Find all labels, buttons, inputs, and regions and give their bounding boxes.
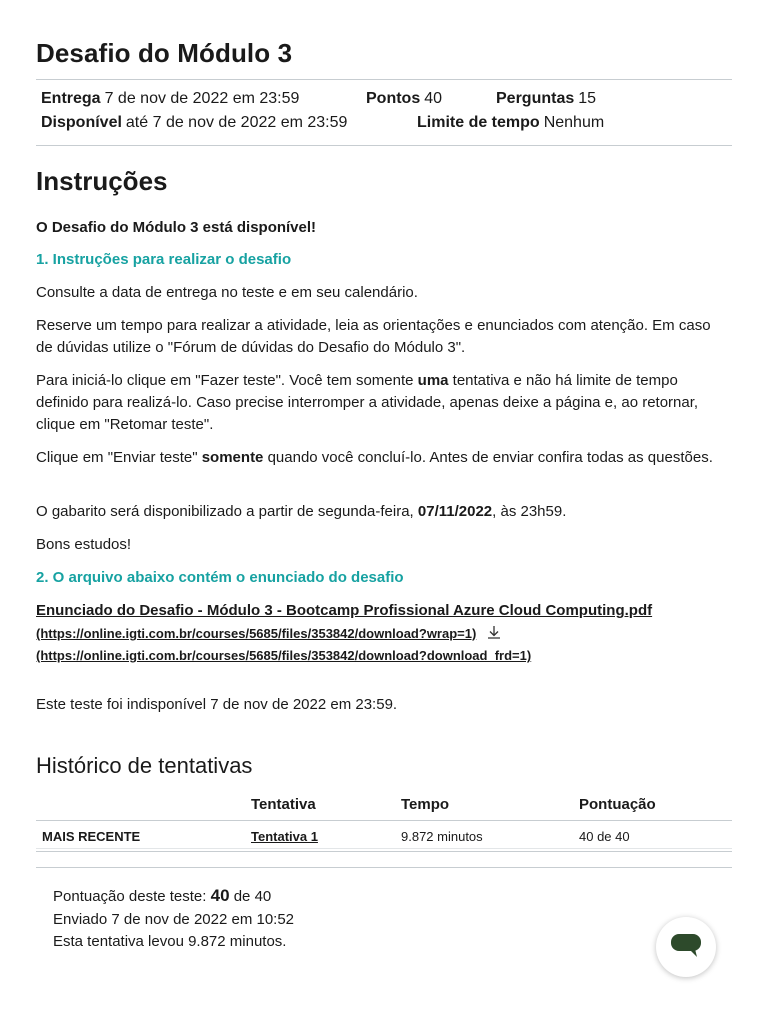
meta-points: Pontos 40 bbox=[366, 90, 443, 107]
score-value: 40 bbox=[210, 886, 230, 905]
time-cell: 9.872 minutos bbox=[400, 821, 578, 852]
file-link-row bbox=[36, 600, 726, 622]
file-url-preview[interactable]: (https://online.igti.com.br/courses/5685/files/353842/download?wrap=1) bbox=[36, 626, 477, 641]
paragraph: Para iniciá-lo clique em "Fazer teste". Você tem somente uma tentativa e não há limite de tempo definido para realizá-lo. Caso precise interromper a atividade, apenas deixe a página e, ao retornar, clique em "Retomar teste". bbox=[36, 372, 699, 433]
score-cell: 40 de 40 bbox=[578, 821, 732, 852]
column-header-score: Pontuação bbox=[578, 788, 732, 821]
chat-bubble-icon bbox=[670, 931, 702, 964]
paragraph: Bons estudos! bbox=[36, 536, 132, 553]
attempt-link[interactable]: Tentativa 1 bbox=[251, 828, 318, 844]
file-url-row-1 bbox=[36, 623, 726, 647]
download-icon[interactable] bbox=[486, 624, 502, 647]
most-recent-label: MAIS RECENTE bbox=[36, 821, 250, 852]
paragraph: Clique em "Enviar teste" somente quando você concluí-lo. Antes de enviar confira todas as questões. bbox=[36, 449, 713, 466]
file-link[interactable]: Enunciado do Desafio - Módulo 3 - Bootcamp Profissional Azure Cloud Computing.pdf bbox=[36, 602, 653, 619]
file-url-row-2 bbox=[36, 645, 726, 667]
divider bbox=[36, 867, 732, 868]
meta-due: Entrega 7 de nov de 2022 em 23:59 bbox=[41, 90, 300, 107]
attempt-duration: Esta tentativa levou 9.872 minutos. bbox=[53, 933, 287, 950]
paragraph: Reserve um tempo para realizar a atividade, leia as orientações e enunciados com atenção. Em caso de dúvidas utilize o "Fórum de dúvidas do Desafio do Módulo 3". bbox=[36, 317, 711, 356]
instructions-intro: O Desafio do Módulo 3 está disponível! bbox=[36, 219, 317, 236]
header-spacer bbox=[36, 788, 250, 821]
divider bbox=[36, 145, 732, 146]
file-url-download[interactable]: (https://online.igti.com.br/courses/5685/files/353842/download?download_frd=1) bbox=[36, 648, 532, 663]
history-heading: Histórico de tentativas bbox=[36, 753, 253, 778]
submitted-date: Enviado 7 de nov de 2022 em 10:52 bbox=[53, 911, 295, 928]
column-header-time: Tempo bbox=[400, 788, 578, 821]
attempt-history-table bbox=[36, 788, 732, 852]
table-row bbox=[36, 821, 732, 852]
unavailable-note: Este teste foi indisponível 7 de nov de 2022 em 23:59. bbox=[36, 696, 398, 713]
page-title: Desafio do Módulo 3 bbox=[36, 38, 293, 68]
paragraph: O gabarito será disponibilizado a partir de segunda-feira, 07/11/2022, às 23h59. bbox=[36, 503, 567, 520]
divider bbox=[36, 848, 732, 849]
score-summary: Pontuação deste teste: 40 de 40 bbox=[53, 886, 272, 905]
section-title-1: 1. Instruções para realizar o desafio bbox=[36, 251, 292, 268]
attempt-cell bbox=[250, 821, 400, 852]
column-header-attempt: Tentativa bbox=[250, 788, 400, 821]
meta-available: Disponível até 7 de nov de 2022 em 23:59 bbox=[41, 114, 348, 131]
divider bbox=[36, 79, 732, 80]
meta-time-limit: Limite de tempo Nenhum bbox=[417, 114, 605, 131]
table-header-row bbox=[36, 788, 732, 821]
section-title-2: 2. O arquivo abaixo contém o enunciado do desafio bbox=[36, 569, 404, 586]
meta-questions: Perguntas 15 bbox=[496, 90, 597, 107]
paragraph: Consulte a data de entrega no teste e em seu calendário. bbox=[36, 284, 418, 301]
instructions-heading: Instruções bbox=[36, 166, 168, 196]
chat-button[interactable] bbox=[656, 917, 716, 977]
